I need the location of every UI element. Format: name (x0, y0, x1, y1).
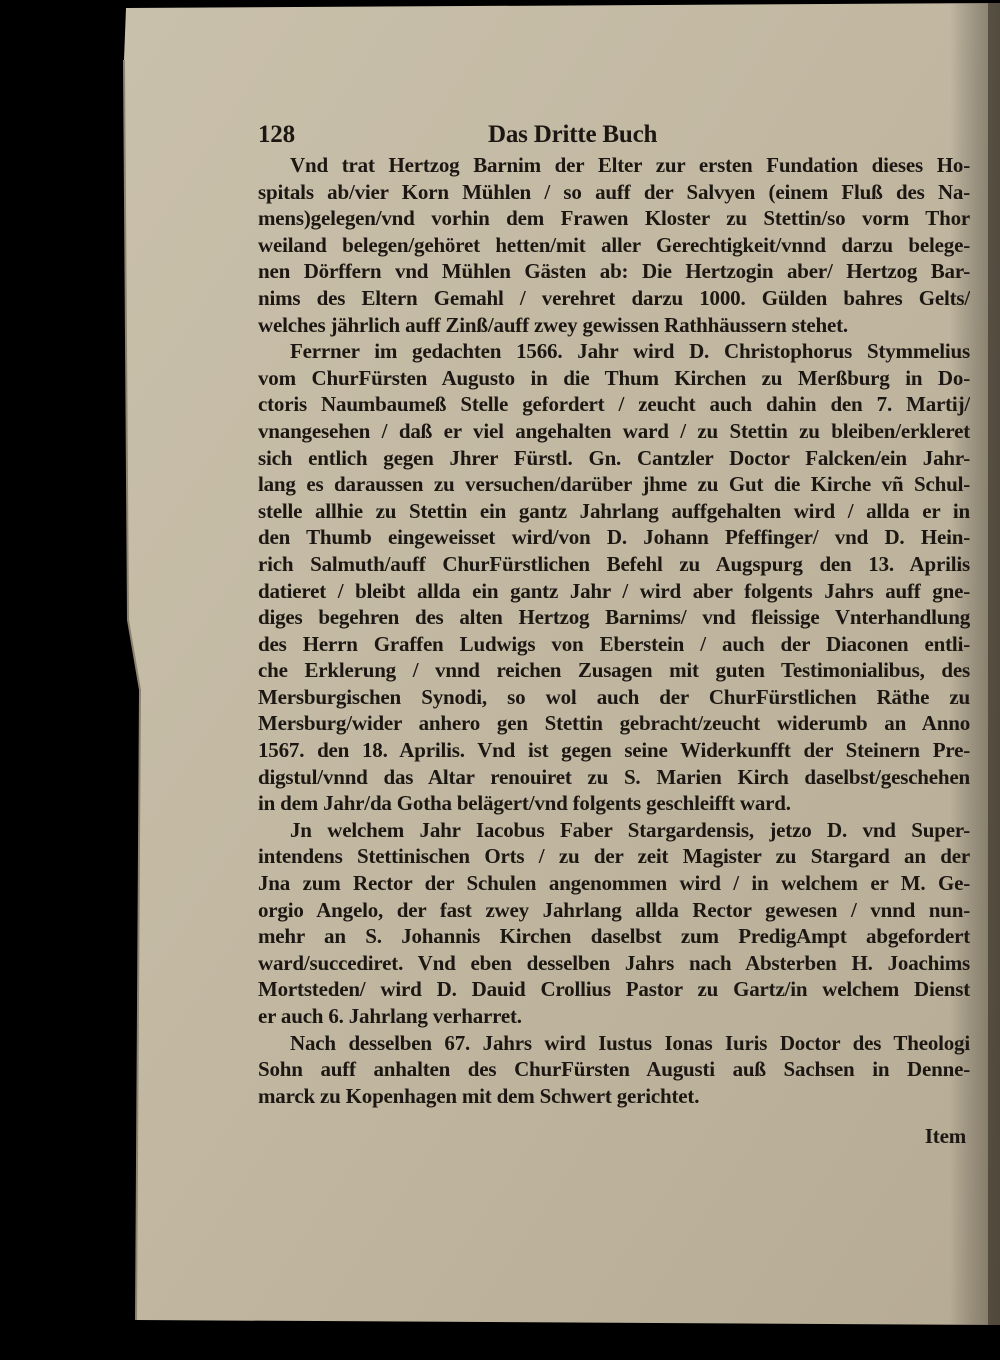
text-line: Sohn auff anhalten des ChurFürsten Augusti auß Sachsen in Denne- (258, 1057, 970, 1082)
paragraph (258, 1030, 970, 1110)
text-line: spitals ab/vier Korn Mühlen / so auff der Salvyen (einem Fluß des Na- (258, 179, 970, 204)
page-text (258, 118, 970, 1155)
text-line: Mersburg/wider anhero gen Stettin gebracht/zeucht widerumb an Anno (258, 711, 970, 736)
text-line: Jna zum Rector der Schulen angenommen wird / in welchem er M. Ge- (258, 871, 970, 896)
text-line: den Thumb eingeweisset wird/von D. Johann Pfeffinger/ vnd D. Hein- (258, 525, 970, 550)
text-line: mens)gelegen/vnd vorhin dem Frawen Kloster zu Stettin/so vorm Thor (258, 206, 970, 231)
text-line: Mersburgischen Synodi, so wol auch der ChurFürstlichen Räthe zu (258, 684, 970, 709)
text-line: ctoris Naumbaumeß Stelle gefordert / zeucht auch dahin den 7. Martij/ (258, 392, 970, 417)
text-line: vom ChurFürsten Augusto in die Thum Kirchen zu Merßburg in Do- (258, 365, 970, 390)
text-line: rich Salmuth/auff ChurFürstlichen Befehl zu Augspurg den 13. Aprilis (258, 551, 970, 576)
text-line: mehr an S. Johannis Kirchen daselbst zum PredigAmpt abgefordert (258, 924, 970, 949)
text-line: ward/succediret. Vnd eben desselben Jahrs nach Absterben H. Joachims (258, 950, 970, 975)
text-line: datieret / bleibt allda ein gantz Jahr / wird aber folgents Jahrs auff gne- (258, 578, 970, 603)
catchword-row (258, 1115, 970, 1155)
text-line: marck zu Kopenhagen mit dem Schwert gerichtet. (258, 1083, 700, 1108)
text-line: welches jährlich auff Zinß/auff zwey gewissen Rathhäussern stehet. (258, 312, 848, 337)
text-line: Jn welchem Jahr Iacobus Faber Stargardensis, jetzo D. vnd Super- (290, 817, 970, 842)
text-line: Mortsteden/ wird D. Dauid Crollius Pastor zu Gartz/in welchem Dienst (258, 977, 970, 1002)
text-line: nen Dörffern vnd Mühlen Gästen ab: Die Hertzogin aber/ Hertzog Bar- (258, 259, 970, 284)
catchword: Item (924, 1124, 966, 1149)
text-line: Nach desselben 67. Jahrs wird Iustus Ionas Iuris Doctor des Theologi (290, 1030, 970, 1055)
text-line: sich entlich gegen Jhrer Fürstl. Gn. Cantzler Doctor Falcken/ein Jahr- (258, 445, 970, 470)
text-line: vnangesehen / daß er viel angehalten ward / zu Stettin zu bleiben/erkleret (258, 418, 970, 443)
text-line: orgio Angelo, der fast zwey Jahrlang allda Rector gewesen / vnnd nun- (258, 897, 970, 922)
text-line: 1567. den 18. Aprilis. Vnd ist gegen seine Widerkunfft der Steinern Pre- (258, 738, 970, 763)
text-line: Ferrner im gedachten 1566. Jahr wird D. Christophorus Stymmelius (290, 339, 970, 364)
text-line: intendens Stettinischen Orts / zu der zeit Magister zu Stargard an der (258, 844, 970, 869)
text-line: in dem Jahr/da Gotha belägert/vnd folgents geschleifft ward. (258, 791, 791, 816)
text-line: Vnd trat Hertzog Barnim der Elter zur ersten Fundation dieses Ho- (290, 153, 970, 177)
text-line: lang es daraussen zu versuchen/darüber jhme zu Gut die Kirche vñ Schul- (258, 472, 970, 497)
text-line: che Erklerung / vnnd reichen Zusagen mit guten Testimonialibus, des (258, 658, 970, 683)
text-line: er auch 6. Jahrlang verharret. (258, 1004, 522, 1028)
text-line: stelle allhie zu Stettin ein gantz Jahrlang auffgehalten wird / allda er in (258, 498, 970, 523)
paragraph (258, 817, 970, 1030)
text-line: des Herrn Graffen Ludwigs von Eberstein / auch der Diaconen entli- (258, 631, 970, 656)
paragraph (258, 338, 970, 817)
text-line: diges begehren des alten Hertzog Barnims/ vnd fleissige Vnterhandlung (258, 605, 970, 630)
running-head (258, 118, 970, 152)
text-line: nims des Eltern Gemahl / verehret darzu 1000. Gülden bahres Gelts/ (258, 285, 970, 310)
running-title: Das Dritte Buch (488, 121, 658, 148)
page-edge-strip (988, 3, 1000, 1325)
page-number: 128 (258, 121, 295, 148)
text-line: weiland belegen/gehöret hetten/mit aller Gerechtigkeit/vnnd darzu belege- (258, 232, 970, 257)
text-line: digstul/vnnd das Altar renouiret zu S. Marien Kirch daselbst/geschehen (258, 764, 970, 789)
paragraph (258, 152, 970, 338)
